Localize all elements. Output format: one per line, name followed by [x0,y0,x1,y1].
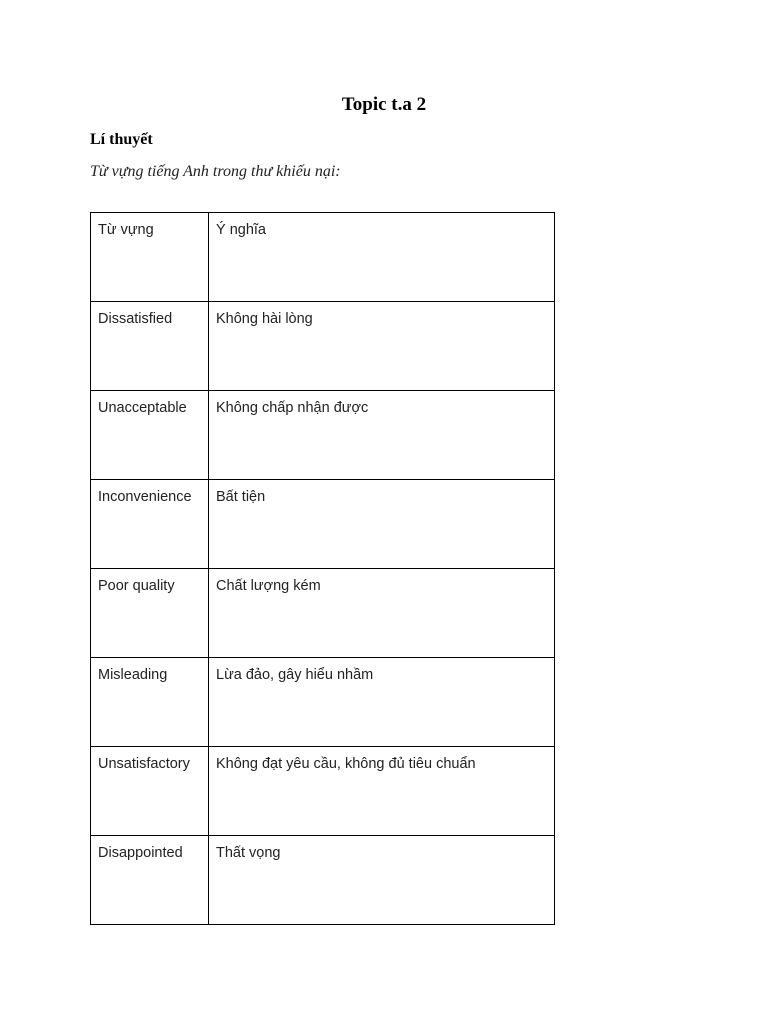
term-cell: Disappointed [91,836,209,925]
table-row [91,658,555,747]
table-row [91,569,555,658]
header-cell-term: Từ vựng [91,213,209,302]
term-cell: Dissatisfied [91,302,209,391]
vocabulary-table [90,212,555,925]
meaning-cell: Không chấp nhận được [209,391,555,480]
intro-text: Từ vựng tiếng Anh trong thư khiếu nại: [90,163,341,180]
page-title: Topic t.a 2 [341,94,427,115]
meaning-cell: Bất tiện [209,480,555,569]
term-cell: Poor quality [91,569,209,658]
header-cell-meaning: Ý nghĩa [209,213,555,302]
table-header-row [91,213,555,302]
table-row [91,391,555,480]
section-heading: Lí thuyết [90,131,153,148]
term-cell: Unacceptable [91,391,209,480]
table-row [91,747,555,836]
table-row [91,302,555,391]
meaning-cell: Lừa đảo, gây hiểu nhầm [209,658,555,747]
meaning-cell: Không hài lòng [209,302,555,391]
meaning-cell: Chất lượng kém [209,569,555,658]
meaning-cell: Không đạt yêu cầu, không đủ tiêu chuẩn [209,747,555,836]
term-cell: Inconvenience [91,480,209,569]
meaning-cell: Thất vọng [209,836,555,925]
table-row [91,480,555,569]
table-row [91,836,555,925]
term-cell: Unsatisfactory [91,747,209,836]
term-cell: Misleading [91,658,209,747]
